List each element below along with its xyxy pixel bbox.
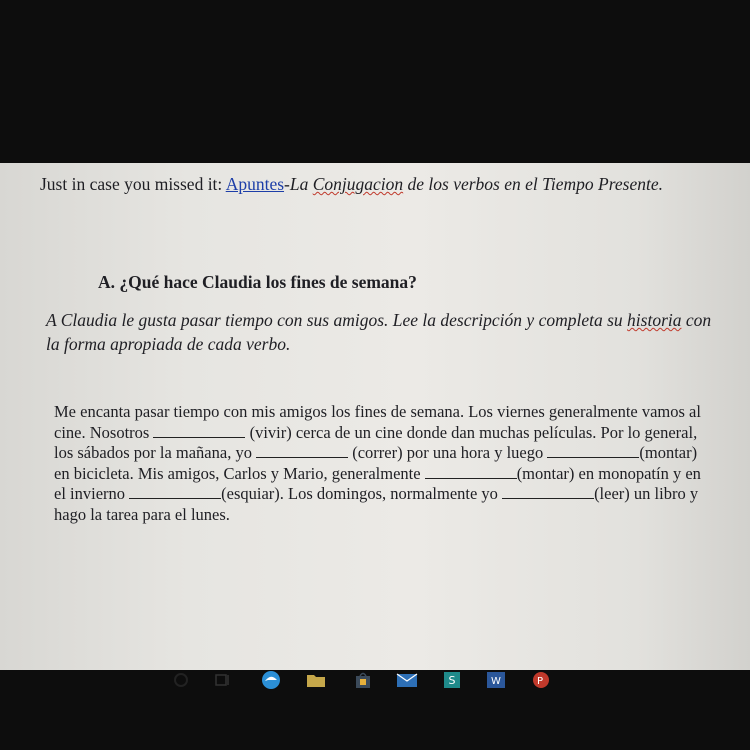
svg-text:S: S: [448, 674, 456, 687]
instructions: [46, 308, 716, 356]
para-v3: (montar) en bicicleta. Mis amigos, Carlos y Mario, generalmente: [54, 443, 698, 483]
mail-icon[interactable]: [396, 669, 418, 691]
section-heading: A. ¿Qué hace Claudia los fines de semana?: [98, 272, 417, 292]
task-view-icon[interactable]: [212, 669, 234, 691]
blank-4[interactable]: [425, 464, 517, 479]
svg-text:W: W: [491, 676, 501, 687]
story-paragraph: [54, 402, 704, 525]
svg-text:P: P: [536, 676, 544, 687]
start-circle-icon[interactable]: [170, 669, 192, 691]
para-v1: (vivir) cerca de un cine donde dan muchas películas. Por lo general, los sábados por la mañana, yo: [54, 422, 698, 462]
blank-1[interactable]: [153, 423, 245, 438]
instr-part-a: A Claudia le gusta pasar tiempo con sus amigos. Lee la descripción y completa su: [46, 310, 628, 330]
edge-icon[interactable]: [260, 669, 282, 691]
word-icon[interactable]: [485, 669, 507, 691]
intro-title-a: La: [289, 174, 313, 194]
para-v4: (montar) en monopatín y en el invierno: [54, 463, 701, 503]
powerpoint-icon[interactable]: [530, 669, 552, 691]
blank-2[interactable]: [256, 443, 348, 458]
blank-6[interactable]: [502, 484, 594, 499]
para-v5: (esquiar). Los domingos, normalmente yo: [221, 484, 503, 503]
intro-line: [40, 172, 710, 196]
intro-title-c: de los verbos en el Tiempo Presente.: [403, 174, 663, 194]
para-v6: (leer) un libro y hago la tarea para el lunes.: [54, 484, 699, 524]
folder-icon[interactable]: [305, 669, 327, 691]
para-v2: (correr) por una hora y luego: [352, 443, 548, 462]
instr-part-c: con la forma apropiada de cada verbo.: [46, 310, 712, 354]
taskbar: [0, 663, 750, 703]
para-s1: Me encanta pasar tiempo con mis amigos los fines de semana. Los viernes generalmente vamos al cine. Nosotros: [54, 402, 701, 442]
instr-part-b: historia: [627, 310, 682, 330]
sway-icon[interactable]: [441, 669, 463, 691]
blank-3[interactable]: [547, 443, 639, 458]
intro-title-b: Conjugacion: [312, 174, 404, 194]
intro-dash: -: [284, 174, 290, 194]
store-icon[interactable]: [352, 669, 374, 691]
apuntes-link[interactable]: Apuntes: [225, 174, 285, 194]
intro-text: Just in case you missed it:: [40, 174, 226, 194]
blank-5[interactable]: [129, 484, 221, 499]
